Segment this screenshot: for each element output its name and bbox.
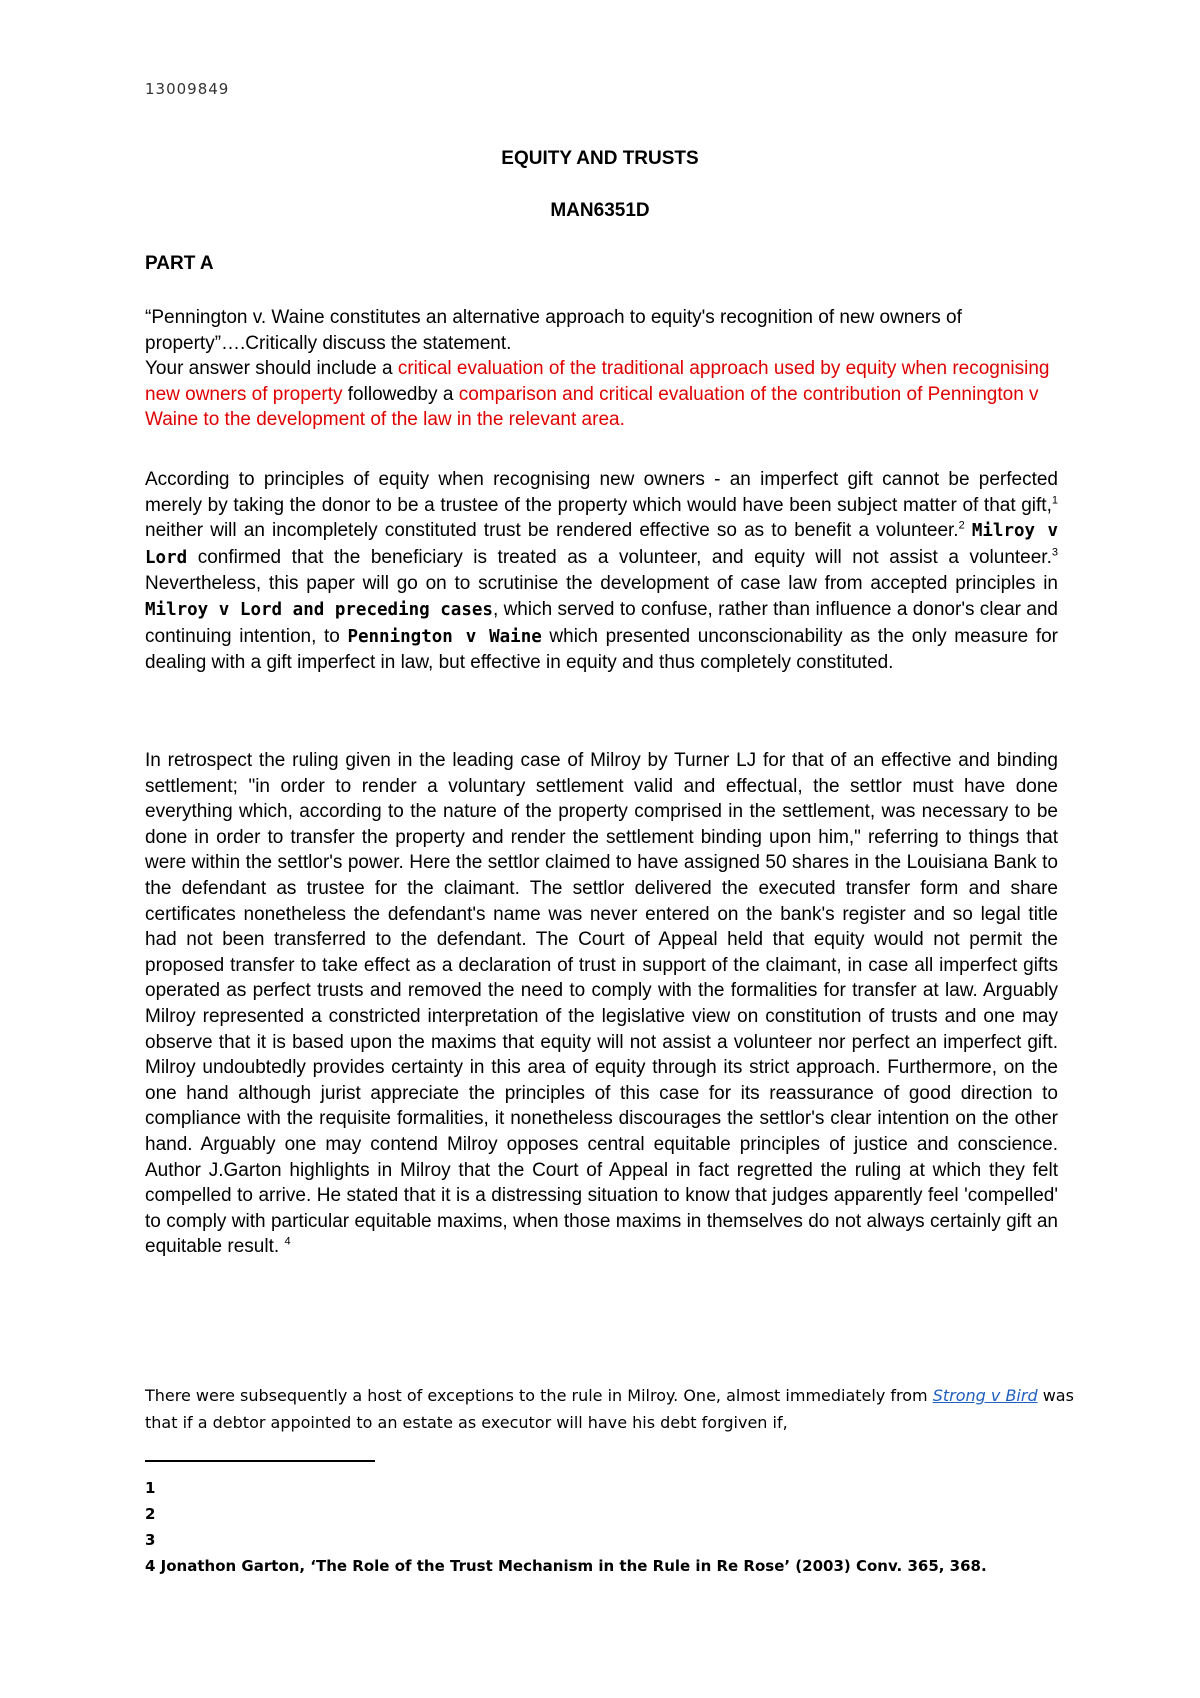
para1-text: confirmed that the beneficiary is treated as a volunteer, and equity will not assist a volunteer. xyxy=(187,546,1052,568)
footnotes xyxy=(145,1475,987,1579)
instr-text: Your answer should include a xyxy=(145,358,398,379)
para1-text: neither will an incompletely constituted trust be rendered effective so as to benefit a volunteer. xyxy=(145,520,959,542)
footnote-4: 4 Jonathon Garton, ‘The Role of the Trust Mechanism in the Rule in Re Rose’ (2003) Conv. 365, 368. xyxy=(145,1557,987,1575)
case-name: Milroy v Lord xyxy=(145,521,1058,568)
case-name: Pennington v Waine xyxy=(347,626,542,647)
para2-text: In retrospect the ruling given in the leading case of Milroy by Turner LJ for that of an effective and binding settlement; "in order to render a voluntary settlement valid and effectual, the settlor must have done everything which, according to the nature of the property comprised in the settlement, was necessary to be done in order to transfer the property and render the settlement binding upon him," referring to things that were within the settlor's power. Here the settlor claimed to have assigned 50 shares in the Louisiana Bank to the defendant as trustee for the claimant. The settlor delivered the executed transfer form and share certificates nonetheless the defendant's name was never entered on the bank's register and so legal title had not been transferred to the defendant. The Court of Appeal held that equity would not permit the proposed transfer to take effect as a declaration of trust in support of the claimant, in case all imperfect gifts operated as perfect trusts and removed the need to comply with the formalities for transfer at law. Arguably Milroy represented a constricted interpretation of the legislative view on constitution of trusts and one may observe that it is based upon the maxims that equity will not assist a volunteer nor perfect an imperfect gift. Milroy undoubtedly provides certainty in this area of equity through its strict approach. Furthermore, on the one hand although jurist appreciate the principles of this case for its reassurance of good direction to compliance with the requisite formalities, it nonetheless discourages the settlor's clear intention on the other hand. Arguably one may contend Milroy opposes central equitable principles of justice and conscience. Author J.Garton highlights in Milroy that the Court of Appeal in fact regretted the ruling at which they felt compelled to arrive. He stated that it is a distressing situation to know that judges apparently feel 'compelled' to comply with particular equitable maxims, when those maxims in themselves do not always certainly gift an equitable result. xyxy=(145,750,1058,1258)
paragraph-3 xyxy=(145,1382,1075,1436)
footnote-separator xyxy=(145,1460,375,1462)
footnote-1: 1 xyxy=(145,1479,156,1497)
para3-text: There were subsequently a host of exceptions to the rule in Milroy. One, almost immediately from xyxy=(145,1386,933,1405)
case-link-strong-v-bird[interactable]: Strong v Bird xyxy=(932,1386,1038,1405)
footnote-2: 2 xyxy=(145,1505,156,1523)
case-name: Milroy v Lord and preceding cases xyxy=(145,599,493,620)
course-code: MAN6351D xyxy=(550,200,650,221)
paragraph-2 xyxy=(145,748,1058,1260)
para1-text: which presented unconscionability as the only measure for dealing with a gift imperfect in law, but effective in equity and thus completely constituted. xyxy=(145,625,1058,674)
instr-text: followedby a xyxy=(342,383,459,405)
footnote-3: 3 xyxy=(145,1531,156,1549)
instr-highlight: critical evaluation of the traditional approach used by equity when recognising new owners of property xyxy=(145,358,1050,405)
question-quote: “Pennington v. Waine constitutes an alternative approach to equity's recognition of new owners of property”….Critically discuss the statement. xyxy=(145,307,962,354)
para1-text: Nevertheless, this paper will go on to scrutinise the development of case law from accepted principles in xyxy=(145,573,1058,595)
footnote-ref-4[interactable]: 4 xyxy=(284,1235,291,1248)
part-heading: PART A xyxy=(145,253,214,274)
question-instructions xyxy=(145,356,1058,433)
instr-highlight: comparison and critical evaluation of the contribution of Pennington v Waine to the development of the law in the relevant area. xyxy=(145,383,1039,431)
footnote-ref-3[interactable]: 3 xyxy=(1051,546,1058,559)
student-id: 13009849 xyxy=(145,80,230,98)
footnote-ref-1[interactable]: 1 xyxy=(1051,494,1058,507)
para1-text: According to principles of equity when recognising new owners - an imperfect gift cannot be perfected merely by taking the donor to be a trustee of the property which would have been subject matter of that gift, xyxy=(145,469,1058,516)
paragraph-1 xyxy=(145,467,1058,676)
para1-text: , which served to confuse, rather than influence a donor's clear and continuing intention, to xyxy=(145,598,1058,647)
course-title: EQUITY AND TRUSTS xyxy=(501,148,699,169)
para3-text: was that if a debtor appointed to an estate as executor will have his debt forgiven if, xyxy=(145,1386,1074,1432)
footnote-ref-2[interactable]: 2 xyxy=(958,519,965,532)
